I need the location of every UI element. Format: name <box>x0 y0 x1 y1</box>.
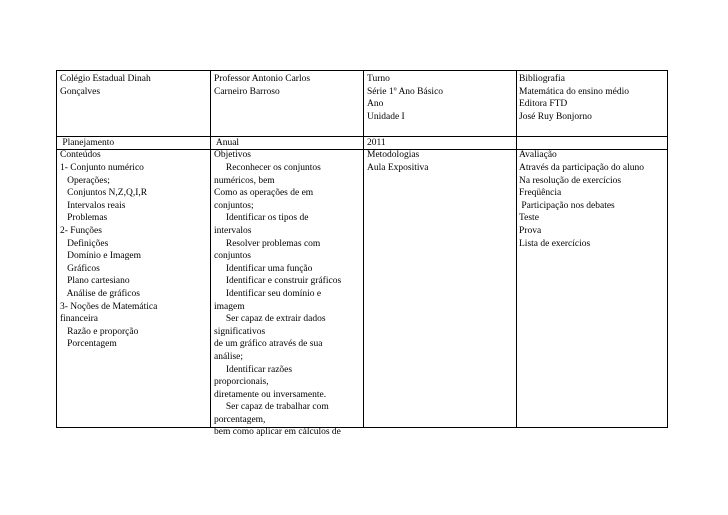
evaluation-list <box>519 162 644 250</box>
school-line: Colégio Estadual Dinah <box>60 74 151 84</box>
evaluation-heading: Avaliação <box>519 150 557 160</box>
lesson-plan-table <box>56 70 668 438</box>
objective-item: Identificar os tipos de <box>214 213 309 224</box>
column-divider <box>363 71 364 427</box>
objective-item: de um gráfico através de sua <box>214 339 323 350</box>
school-name-cell <box>60 73 151 98</box>
class-info-line: Unidade I <box>367 111 405 122</box>
objective-item: Identificar uma função <box>214 263 313 274</box>
evaluation-item: Lista de exercícios <box>519 238 591 249</box>
planning-year: 2011 <box>367 138 386 148</box>
teacher-line: Carneiro Barroso <box>214 86 280 97</box>
content-item: 3- Noções de Matemática <box>60 301 158 312</box>
objective-item: diretamente ou inversamente. <box>214 389 327 400</box>
objectives-heading: Objetivos <box>214 150 251 160</box>
row-divider <box>57 136 667 137</box>
planning-label: Planejamento <box>60 138 115 148</box>
objective-item: bem como aplicar em cálculos de <box>214 427 341 438</box>
objective-item: Ser capaz de trabalhar com <box>214 402 329 413</box>
objective-item: numéricos, bem <box>214 175 275 186</box>
objective-item: Identificar razões <box>214 364 293 375</box>
row-divider <box>57 149 667 150</box>
bibliography-line: Editora FTD <box>519 99 568 110</box>
contents-heading: Conteúdos <box>60 150 101 160</box>
evaluation-item: Através da participação do aluno <box>519 163 645 173</box>
objective-item: imagem <box>214 301 245 312</box>
evaluation-item: Prova <box>519 225 542 236</box>
objective-item: intervalos <box>214 225 252 236</box>
content-item: financeira <box>60 314 98 325</box>
column-divider <box>516 71 517 427</box>
content-item: Intervalos reais <box>60 200 126 211</box>
content-item: Análise de gráficos <box>60 288 140 299</box>
class-info-line: Turno <box>367 74 390 84</box>
bibliography-line: Matemática do ensino médio <box>519 86 630 97</box>
objective-item: porcentagem, <box>214 414 266 425</box>
planning-period: Anual <box>214 138 240 148</box>
evaluation-item: Participação nos debates <box>519 200 615 211</box>
content-item: Conjuntos N,Z,Q,I,R <box>60 188 148 199</box>
class-info-cell <box>367 73 443 123</box>
bibliography-line: José Ruy Bonjorno <box>519 111 592 122</box>
objective-item: Identificar seu domínio e <box>214 288 322 299</box>
objective-item: análise; <box>214 351 244 362</box>
objective-item: Reconhecer os conjuntos <box>214 163 321 173</box>
objective-item: Como as operações de em <box>214 188 314 199</box>
class-info-line: Série 1º Ano Básico <box>367 86 444 97</box>
objectives-list <box>214 162 341 439</box>
content-item: Gráficos <box>60 263 100 274</box>
school-line: Gonçalves <box>60 86 101 97</box>
contents-list <box>60 162 157 351</box>
content-item: Razão e proporção <box>60 326 139 337</box>
objective-item: Identificar e construir gráficos <box>214 276 342 287</box>
evaluation-item: Teste <box>519 213 539 224</box>
content-item: Porcentagem <box>60 339 117 350</box>
content-item: Definições <box>60 238 109 249</box>
content-item: 2- Funções <box>60 225 102 236</box>
evaluation-item: Na resolução de exercícios <box>519 175 622 186</box>
methodologies-heading: Metodologias <box>367 150 420 160</box>
methodology-item: Aula Expositiva <box>367 163 429 173</box>
objective-item: proporcionais, <box>214 377 269 388</box>
objective-item: significativos <box>214 326 266 337</box>
objective-item: conjuntos <box>214 251 251 262</box>
evaluation-item: Freqüência <box>519 188 562 199</box>
methodologies-list <box>367 162 428 175</box>
content-item: Problemas <box>60 213 108 224</box>
content-item: Plano cartesiano <box>60 276 130 287</box>
content-item: 1- Conjunto numérico <box>60 163 144 173</box>
objective-item: conjuntos; <box>214 200 254 211</box>
class-info-line: Ano <box>367 99 384 110</box>
column-divider <box>210 71 211 427</box>
objective-item: Ser capaz de extrair dados <box>214 314 326 325</box>
teacher-name-cell <box>214 73 310 98</box>
bibliography-cell <box>519 73 629 123</box>
bibliography-line: Bibliografia <box>519 74 565 84</box>
teacher-line: Professor Antonio Carlos <box>214 74 311 84</box>
objective-item: Resolver problemas com <box>214 238 321 249</box>
content-item: Operações; <box>60 175 110 186</box>
content-item: Domínio e Imagem <box>60 251 141 262</box>
